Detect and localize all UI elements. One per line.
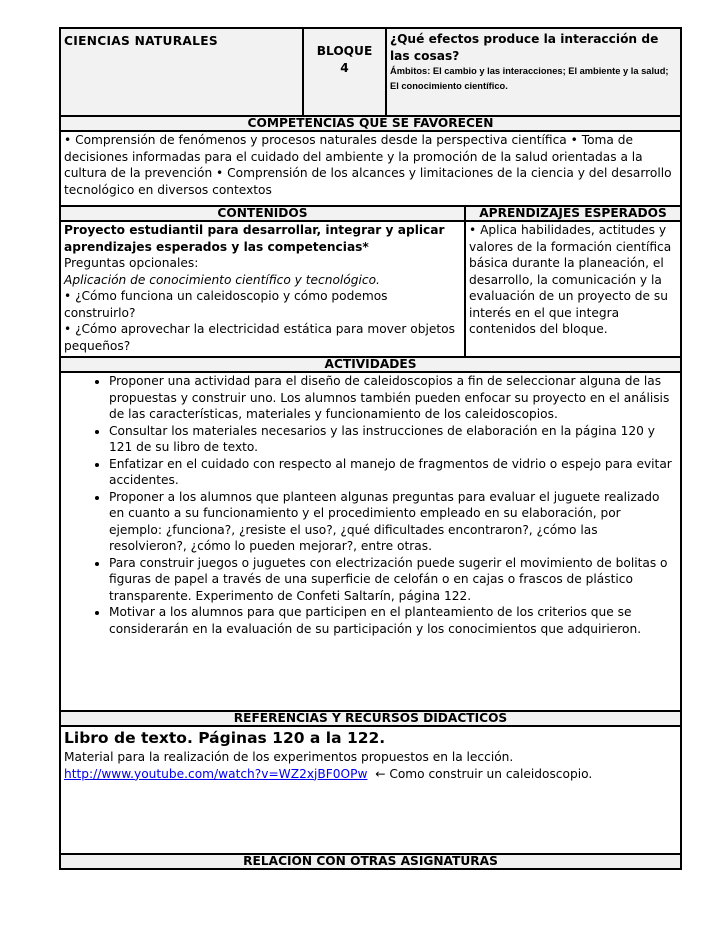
competencias-row	[60, 131, 681, 206]
application-text: Aplicación de conocimiento científico y tecnológico.	[64, 272, 380, 287]
referencias-heading-row	[60, 711, 681, 726]
material-text: Material para la realización de los experimentos propuestos en la lección.	[64, 750, 514, 764]
competencias-heading-row	[60, 116, 681, 131]
block-question: ¿Qué efectos produce la interacción de las cosas?	[390, 32, 659, 63]
question-cell	[386, 28, 681, 116]
project-title: Proyecto estudiantil para desarrollar, integrar y aplicar aprendizajes esperados y las competencias*	[64, 223, 445, 254]
lesson-plan-table	[59, 27, 682, 870]
contenidos-cell	[60, 221, 465, 357]
contenidos-heading: CONTENIDOS	[60, 206, 465, 221]
lesson-plan-page	[59, 27, 680, 870]
bloque-number: 4	[340, 60, 349, 75]
list-item: • Motivar a los alumnos para que participen en el planteamiento de los criterios que se considerarán en la evaluación de su participación y los conocimientos que adquirieron.	[109, 604, 677, 637]
subject-title: CIENCIAS NATURALES	[60, 28, 303, 116]
contenidos-row	[60, 221, 681, 357]
aprendizajes-heading: APRENDIZAJES ESPERADOS	[465, 206, 681, 221]
referencias-cell	[60, 726, 681, 854]
optional-question-2: • ¿Cómo aprovechar la electricidad estática para mover objetos pequeños?	[64, 322, 455, 353]
referencias-row	[60, 726, 681, 854]
actividades-heading: ACTIVIDADES	[60, 357, 681, 372]
relacion-heading-row	[60, 854, 681, 869]
list-item: • Consultar los materiales necesarios y las instrucciones de elaboración en la página 120 y 121 de su libro de texto.	[109, 423, 677, 456]
youtube-link[interactable]: http://www.youtube.com/watch?v=WZ2xjBF0OPw	[64, 766, 368, 781]
relacion-heading: RELACIÓN CON OTRAS ASIGNATURAS	[60, 854, 681, 869]
actividades-heading-row	[60, 357, 681, 372]
actividades-row	[60, 372, 681, 711]
list-item: • Para construir juegos o juguetes con electrización puede sugerir el movimiento de bolitas o figuras de papel a través de una superficie de celofán o en cajas o frascos de plástico transparente. Experimento de Confeti Saltarín, página 122.	[109, 555, 677, 605]
optional-questions-label: Preguntas opcionales:	[64, 256, 199, 270]
bloque-label: BLOQUE	[316, 44, 373, 58]
list-item: • Proponer a los alumnos que planteen algunas preguntas para evaluar el juguete realizado en cuanto a su funcionamiento y el procedimiento empleado en su elaboración, por ejemplo: ¿funciona?, ¿resiste el uso?, ¿qué dificultades encontraron?, ¿cómo las resolvieron?, ¿cómo lo pueden mejorar?, entre otras.	[109, 489, 677, 555]
ambitos-text: Ámbitos: El cambio y las interacciones; El ambiente y la salud; El conocimiento científico.	[390, 66, 669, 91]
referencias-heading: REFERENCIAS Y RECURSOS DIDÁCTICOS	[60, 711, 681, 726]
textbook-reference: Libro de texto. Páginas 120 a la 122.	[64, 729, 386, 747]
list-item: • Enfatizar en el cuidado con respecto al manejo de fragmentos de vidrio o espejo para evitar accidentes.	[109, 456, 677, 489]
competencias-text: • Comprensión de fenómenos y procesos naturales desde la perspectiva científica • Toma de decisiones informadas para el cuidado del ambiente y la promoción de la salud orientadas a la cultura de la prevención • Comprensión de los alcances y limitaciones de la ciencia y del desarrollo tecnológico en diversos contextos	[60, 131, 681, 206]
video-reference	[64, 766, 677, 783]
competencias-heading: COMPETENCIAS QUE SE FAVORECEN	[60, 116, 681, 131]
arrow-left-icon: ←	[375, 766, 386, 781]
bloque-cell	[303, 28, 386, 116]
aprendizajes-text: • Aplica habilidades, actitudes y valores de la formación científica básica durante la planeación, el desarrollo, la comunicación y la evaluación de un proyecto de su interés en el que integra contenidos del bloque.	[465, 221, 681, 357]
actividades-cell	[60, 372, 681, 711]
video-description: Como construir un caleidoscopio.	[389, 766, 593, 781]
list-item: • Proponer una actividad para el diseño de caleidoscopios a fin de seleccionar alguna de las propuestas y construir uno. Los alumnos también pueden enfocar su proyecto en el análisis de las características, materiales y funcionamiento de los caleidoscopios.	[109, 373, 677, 423]
optional-question-1: • ¿Cómo funciona un caleidoscopio y cómo podemos construirlo?	[64, 289, 388, 320]
header-row	[60, 28, 681, 116]
contenidos-heading-row	[60, 206, 681, 221]
actividades-list	[64, 373, 677, 637]
